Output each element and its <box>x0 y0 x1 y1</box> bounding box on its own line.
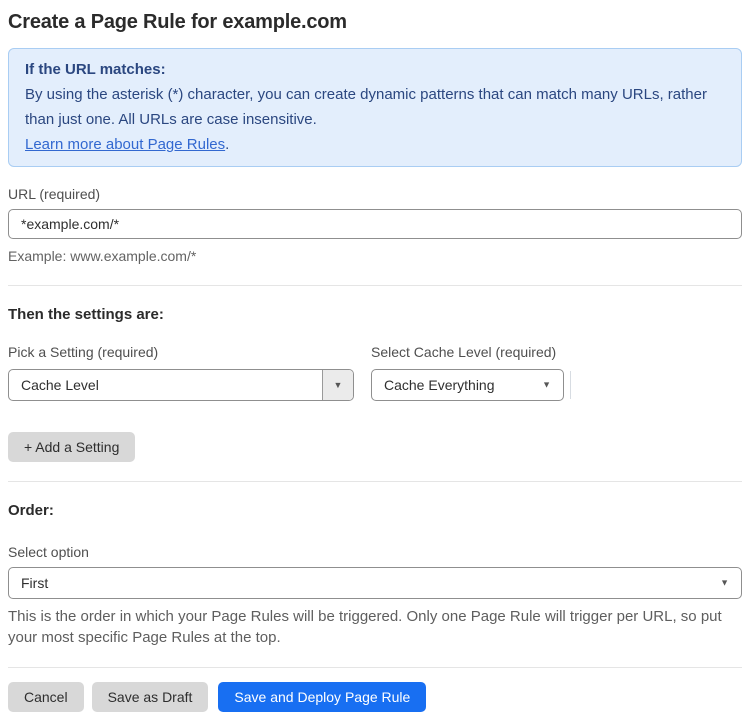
add-setting-button[interactable]: + Add a Setting <box>8 432 135 462</box>
settings-row <box>8 344 742 401</box>
chevron-down-icon[interactable] <box>322 370 353 400</box>
link-suffix: . <box>225 136 230 153</box>
order-select-value: First <box>21 575 49 591</box>
cache-level-select[interactable] <box>371 369 564 401</box>
setting-select-value: Cache Level <box>21 377 99 393</box>
cache-level-select-value: Cache Everything <box>384 377 495 393</box>
save-deploy-button[interactable]: Save and Deploy Page Rule <box>218 682 426 712</box>
learn-more-link[interactable]: Learn more about Page Rules <box>25 136 226 153</box>
pick-setting-column <box>8 344 354 401</box>
save-draft-button[interactable]: Save as Draft <box>92 682 209 712</box>
cancel-button[interactable]: Cancel <box>8 682 84 712</box>
chevron-down-icon: ▼ <box>542 379 551 390</box>
divider <box>8 667 742 668</box>
order-helper-text: This is the order in which your Page Rules will be triggered. Only one Page Rule will trigger per URL, so put your most specific Page Rules at the top. <box>8 608 722 646</box>
pick-setting-label: Pick a Setting (required) <box>8 344 159 360</box>
setting-column-divider <box>570 371 571 399</box>
divider <box>8 481 742 482</box>
chevron-down-icon: ▼ <box>720 577 729 588</box>
info-box-link-row <box>25 132 725 157</box>
settings-heading: Then the settings are: <box>8 306 164 323</box>
form-actions <box>8 682 742 712</box>
url-match-info-box <box>8 48 742 167</box>
order-select[interactable] <box>8 567 742 599</box>
page-title: Create a Page Rule for example.com <box>8 11 347 33</box>
dropdown-arrow-glyph: ▼ <box>333 379 343 390</box>
order-select-label: Select option <box>8 544 89 560</box>
create-page-rule-form <box>0 10 750 712</box>
info-box-heading: If the URL matches: <box>25 61 166 78</box>
url-example-text: Example: www.example.com/* <box>8 248 197 264</box>
setting-select[interactable] <box>8 369 354 401</box>
url-label: URL (required) <box>8 186 101 202</box>
order-heading: Order: <box>8 502 54 519</box>
divider <box>8 285 742 286</box>
cache-level-label: Select Cache Level (required) <box>371 344 557 360</box>
cache-level-column <box>371 344 564 401</box>
info-box-body: By using the asterisk (*) character, you can create dynamic patterns that can match many URLs, rather than just one. All URLs are case insensitive. <box>25 86 707 128</box>
url-input[interactable] <box>8 209 742 239</box>
